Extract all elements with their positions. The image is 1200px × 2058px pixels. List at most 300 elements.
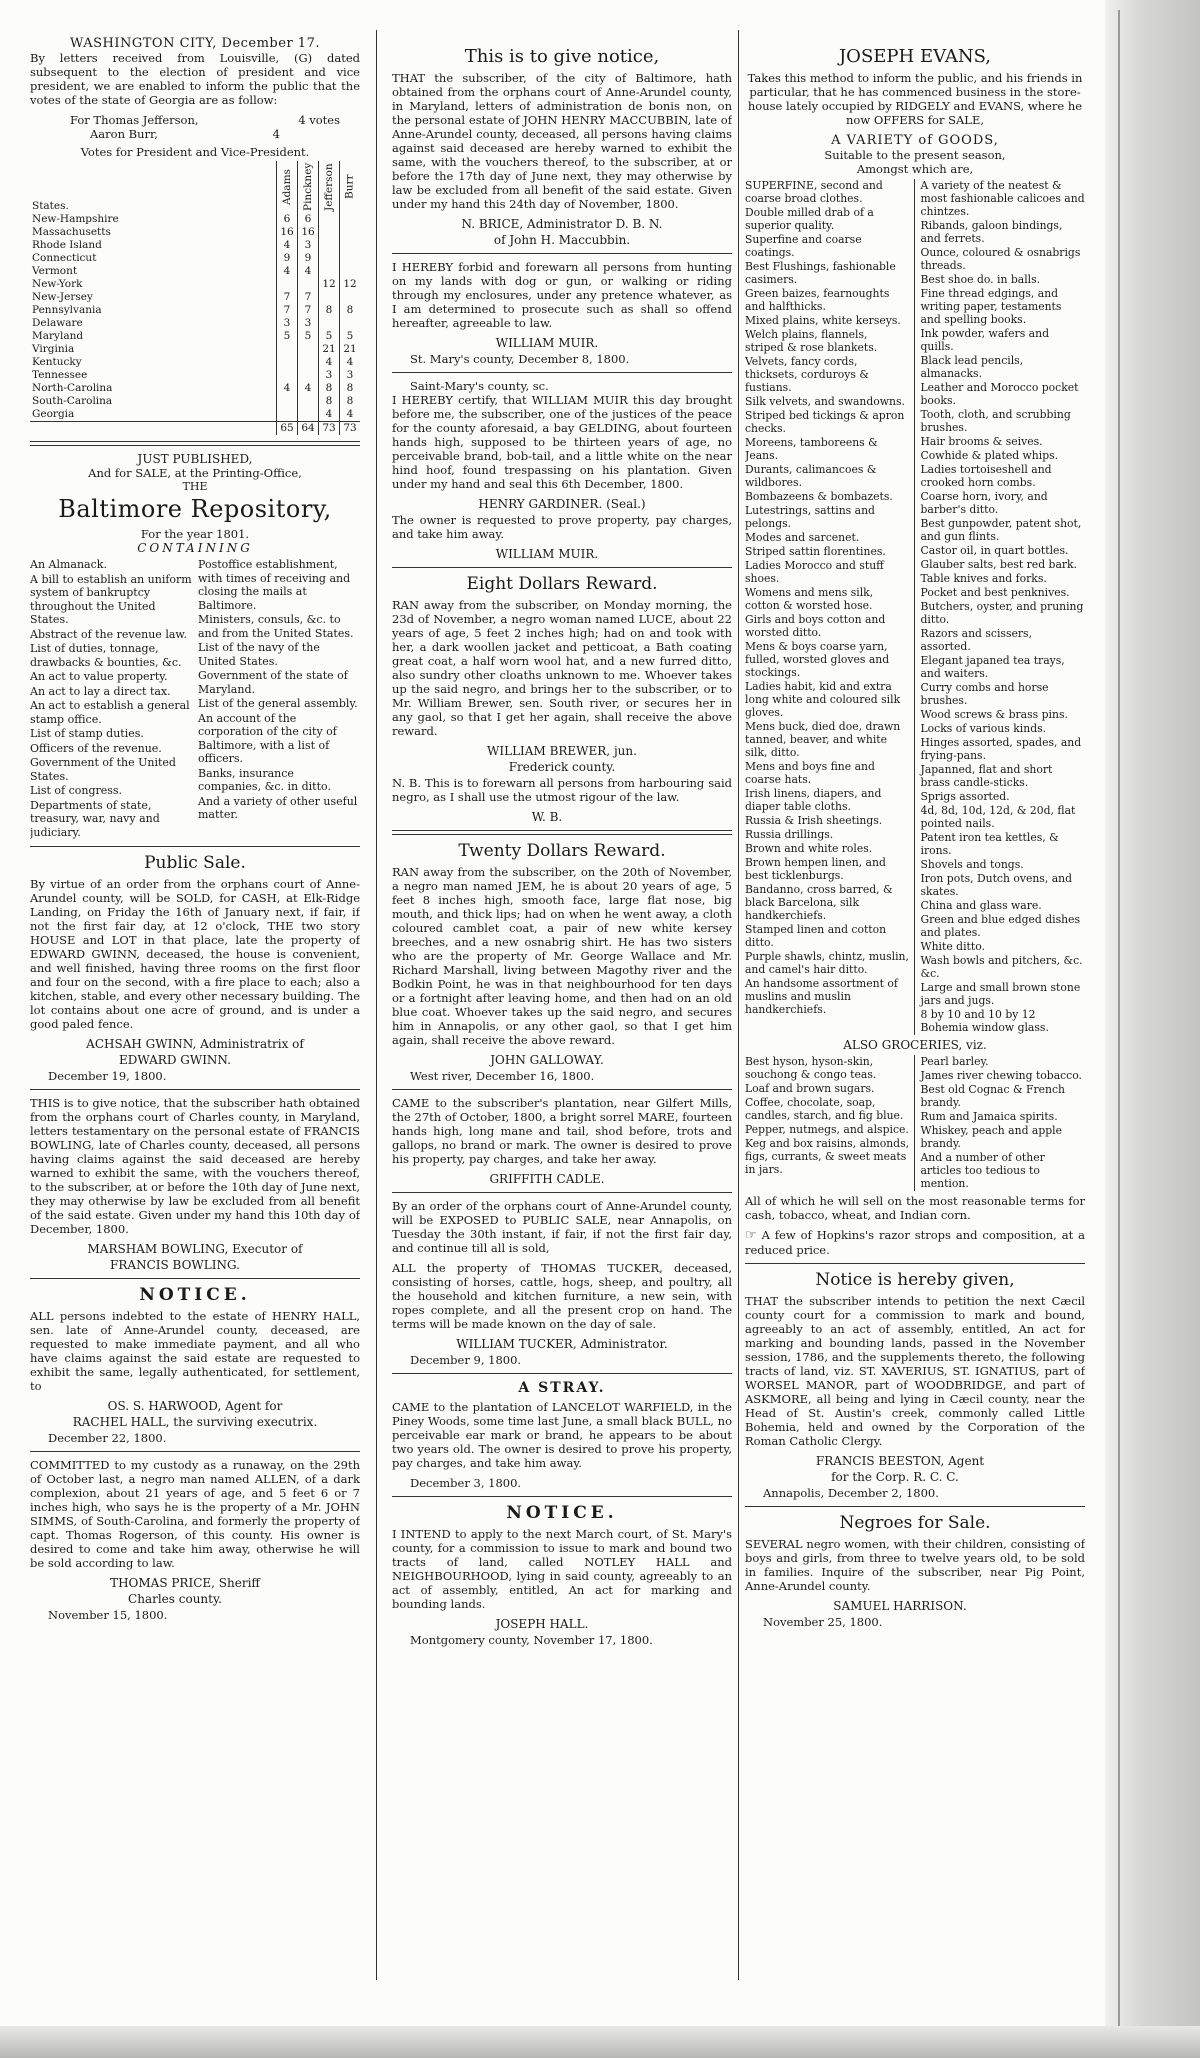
contents-item: Banks, insurance companies, &c. in ditto. xyxy=(198,766,331,793)
contents-item: List of stamp duties. xyxy=(30,727,144,740)
contents-item: And a variety of other useful matter. xyxy=(198,794,358,821)
ad-title: Notice is hereby given, xyxy=(815,1270,1015,1290)
contents-item: Abstract of the revenue law. xyxy=(30,627,187,641)
divider xyxy=(392,830,732,835)
vote-row xyxy=(30,226,360,239)
vote-cell: 4 xyxy=(319,408,340,422)
vote-cell: 9 xyxy=(298,252,319,265)
grocery-item: Pepper, nutmegs, and alspice. xyxy=(745,1123,909,1136)
goods-item: Black lead pencils, almanacks. xyxy=(920,354,1024,380)
vote-cell: 8 xyxy=(319,395,340,408)
goods-item: A variety of the neatest & most fashionable calicoes and chintzes. xyxy=(920,179,1085,218)
burr-label: Aaron Burr, xyxy=(90,127,158,141)
total-cell: 73 xyxy=(340,422,361,436)
column-rule xyxy=(738,30,739,1980)
signer: GRIFFITH CADLE. xyxy=(489,1172,605,1186)
signer: EDWARD GWINN. xyxy=(119,1053,231,1067)
vote-cell xyxy=(340,226,361,239)
state-cell: South-Carolina xyxy=(32,395,113,407)
goods-item: Womens and mens silk, cotton & worsted hose. xyxy=(745,586,874,612)
vote-cell: 12 xyxy=(340,278,361,291)
vote-cell: 21 xyxy=(340,343,361,356)
contents-item: An Almanack. xyxy=(30,558,107,571)
vote-cell xyxy=(340,239,361,252)
signer: JOHN GALLOWAY. xyxy=(490,1053,604,1067)
cadle-ad xyxy=(392,1096,732,1186)
repository-year: For the year 1801. xyxy=(140,527,250,541)
goods-item: Ounce, coloured & osnabrigs threads. xyxy=(920,246,1081,272)
gardiner-ad xyxy=(392,379,732,561)
contents-item: An act to establish a general stamp office. xyxy=(30,699,190,726)
vote-rows xyxy=(30,213,360,422)
pointing-hand-icon: ☞ xyxy=(745,1228,757,1243)
goods-item: Hinges assorted, spades, and frying-pans. xyxy=(920,736,1082,762)
vote-cell xyxy=(298,343,319,356)
contents-item: Government of the state of Maryland. xyxy=(198,669,348,696)
vote-cell: 7 xyxy=(277,304,298,317)
divider xyxy=(30,846,360,847)
divider xyxy=(30,1451,360,1452)
goods-item: Razors and scissers, assorted. xyxy=(920,627,1033,653)
vote-row xyxy=(30,343,360,356)
vote-cell xyxy=(319,291,340,304)
vote-row xyxy=(30,408,360,422)
vote-cell xyxy=(319,252,340,265)
election-article xyxy=(30,36,360,435)
signer: OS. S. HARWOOD, Agent for xyxy=(107,1399,283,1413)
ad-title: Public Sale. xyxy=(144,853,246,873)
state-cell: Delaware xyxy=(32,317,83,329)
groceries-right xyxy=(921,1055,1086,1191)
goods-item: Striped sattin florentines. xyxy=(745,545,886,558)
goods-item: Wash bowls and pitchers, &c. &c. xyxy=(920,954,1083,980)
divider xyxy=(30,1278,360,1279)
vote-cell: 4 xyxy=(340,408,361,422)
divider xyxy=(745,1263,1085,1264)
column-2 xyxy=(392,0,732,2058)
vote-cell: 8 xyxy=(340,382,361,395)
contents-item: An account of the corporation of the city of Baltimore, with a list of officers. xyxy=(198,711,337,765)
goods-item: Durants, calimancoes & wildbores. xyxy=(745,463,877,489)
divider xyxy=(30,441,360,446)
divider xyxy=(392,253,732,254)
goods-item: Green baizes, fearnoughts and halfthicks. xyxy=(745,287,890,313)
total-cell: 73 xyxy=(319,422,340,436)
vote-row xyxy=(30,330,360,343)
containing-label: CONTAINING xyxy=(137,541,253,555)
states-header: States. xyxy=(32,200,69,212)
ad-date: West river, December 16, 1800. xyxy=(410,1069,595,1083)
vote-cell: 4 xyxy=(277,239,298,252)
joseph-hall-notice xyxy=(392,1503,732,1647)
grocery-item: Whiskey, peach and apple brandy. xyxy=(920,1124,1063,1150)
goods-item: Tooth, cloth, and scrubbing brushes. xyxy=(920,408,1071,434)
signer: HENRY GARDINER. (Seal.) xyxy=(478,497,646,511)
ad-title: JOSEPH EVANS, xyxy=(838,46,992,67)
vote-cell: 5 xyxy=(340,330,361,343)
goods-item: Silk velvets, and swandowns. xyxy=(745,395,905,408)
ad-body: THAT the subscriber intends to petition the next Cæcil county court for a commission to mark and bound, agreeably to an act of assembly, entitled, An act for marking and bounding lands, passed in the November session, 1786, and the supplements thereto, the following tracts of land, viz. ST. XAVERIUS, ST. IGNATIUS, part of WORSEL MANOR, part of WOODBRIDGE, and part of ASKMORE, all being and lying in Cæcil county, near the Head of St. Austin's creek, commonly called Little Bohemia, held and owned by the Corporation of the Roman Catholic Clergy. xyxy=(745,1294,1085,1448)
vote-row xyxy=(30,291,360,304)
goods-item: Pocket and best penknives. xyxy=(920,586,1070,599)
vote-cell xyxy=(340,213,361,226)
state-cell: Vermont xyxy=(32,265,78,277)
divider xyxy=(392,372,732,373)
ad-title: NOTICE. xyxy=(506,1503,618,1523)
state-cell: New-York xyxy=(32,278,83,290)
divider xyxy=(30,1089,360,1090)
goods-item: Bombazeens & bombazets. xyxy=(745,490,893,503)
ad-title: A STRAY. xyxy=(518,1380,606,1396)
goods-item: Japanned, flat and short brass candle-sticks. xyxy=(920,763,1053,789)
ad-date: Montgomery county, November 17, 1800. xyxy=(410,1633,653,1647)
goods-item: Girls and boys cotton and worsted ditto. xyxy=(745,613,886,639)
vote-cell: 16 xyxy=(298,226,319,239)
vote-table xyxy=(30,161,360,435)
signer: Charles county. xyxy=(128,1592,222,1606)
ad-date: December 9, 1800. xyxy=(410,1353,522,1367)
goods-item: Ink powder, wafers and quills. xyxy=(920,327,1049,353)
vote-cell xyxy=(277,343,298,356)
goods-item: Lutestrings, sattins and pelongs. xyxy=(745,504,875,530)
state-cell: Connecticut xyxy=(32,252,97,264)
contents-item: Departments of state, treasury, war, navy and judiciary. xyxy=(30,798,160,839)
goods-item: Hair brooms & seives. xyxy=(920,435,1043,448)
column-1 xyxy=(30,0,360,2058)
col-header: Burr xyxy=(340,161,361,213)
vote-cell: 3 xyxy=(319,369,340,382)
signer: WILLIAM MUIR. xyxy=(495,336,599,350)
vote-cell xyxy=(277,408,298,422)
ad-title: NOTICE. xyxy=(139,1285,251,1305)
ad-title: Twenty Dollars Reward. xyxy=(458,841,666,861)
grocery-item: And a number of other articles too tedious to mention. xyxy=(920,1151,1045,1190)
ad-body: CAME to the plantation of LANCELOT WARFIELD, in the Piney Woods, some time last June, a small black BULL, no perceivable ear mark or brand, he appears to be about two years old. The owner is desired to prove his property, pay charges, and take him away. xyxy=(392,1400,732,1470)
goods-item: Table knives and forks. xyxy=(920,572,1047,585)
goods-item: Green and blue edged dishes and plates. xyxy=(920,913,1081,939)
vote-cell: 5 xyxy=(319,330,340,343)
vote-row xyxy=(30,213,360,226)
goods-item: Stamped linen and cotton ditto. xyxy=(745,923,887,949)
contents-item: An act to value property. xyxy=(30,670,168,683)
hopkins-text: A few of Hopkins's razor strops and composition, at a reduced price. xyxy=(745,1228,1085,1257)
signer: RACHEL HALL, the surviving executrix. xyxy=(72,1415,318,1429)
goods-item: Best shoe do. in balls. xyxy=(920,273,1041,286)
contents-item: Ministers, consuls, &c. to and from the United States. xyxy=(198,613,354,640)
ad-intro: By an order of the orphans court of Anne-Arundel county, will be EXPOSED to PUBLIC SALE, near Annapolis, on Tuesday the 30th instant, if fair, if not the first fair day, and continue till all is sold, xyxy=(392,1199,732,1255)
goods-item: Ladies Morocco and stuff shoes. xyxy=(745,559,884,585)
vote-cell: 16 xyxy=(277,226,298,239)
vote-table-title: Votes for President and Vice-President. xyxy=(80,145,310,159)
state-cell: Massachusetts xyxy=(32,226,111,238)
goods-item: Mixed plains, white kerseys. xyxy=(745,314,901,327)
goods-item: SUPERFINE, second and coarse broad clothes. xyxy=(745,179,883,205)
vote-cell xyxy=(340,317,361,330)
twenty-dollars-ad xyxy=(392,841,732,1083)
public-sale-ad xyxy=(30,853,360,1083)
state-cell: Rhode Island xyxy=(32,239,102,251)
grocery-item: Best hyson, hyson-skin, souchong & congo teas. xyxy=(745,1055,877,1081)
vote-cell xyxy=(298,395,319,408)
vote-row xyxy=(30,369,360,382)
goods-item: Large and small brown stone jars and jugs. xyxy=(920,981,1081,1007)
vote-cell xyxy=(277,278,298,291)
goods-item: Castor oil, in quart bottles. xyxy=(920,544,1069,557)
vote-row xyxy=(30,239,360,252)
goods-item: Irish linens, diapers, and diaper table cloths. xyxy=(745,787,882,813)
grocery-item: James river chewing tobacco. xyxy=(920,1069,1082,1082)
ad-note: N. B. This is to forewarn all persons from harbouring said negro, as I shall use the utmost rigour of the law. xyxy=(392,776,732,804)
vote-cell: 8 xyxy=(319,382,340,395)
hall-notice xyxy=(30,1285,360,1445)
goods-item: Mens & boys coarse yarn, fulled, worsted gloves and stockings. xyxy=(745,640,890,679)
ad-date: December 3, 1800. xyxy=(410,1476,522,1490)
goods-item: Velvets, fancy cords, thicksets, corduroys & fustians. xyxy=(745,355,869,394)
signer: for the Corp. R. C. C. xyxy=(831,1470,959,1484)
goods-item: Leather and Morocco pocket books. xyxy=(920,381,1079,407)
groceries-list xyxy=(745,1055,1085,1191)
ad-title: Negroes for Sale. xyxy=(839,1513,991,1533)
contents-item: List of the navy of the United States. xyxy=(198,641,320,668)
vote-cell: 8 xyxy=(340,395,361,408)
ad-date: December 19, 1800. xyxy=(48,1069,167,1083)
signer: WILLIAM BREWER, jun. xyxy=(487,744,637,758)
column-3 xyxy=(745,0,1085,2058)
burr-votes: 4 xyxy=(272,127,280,141)
page-edge-line xyxy=(1118,10,1120,2050)
jefferson-votes: 4 votes xyxy=(298,113,340,127)
ad-body: I HEREBY forbid and forewarn all persons from hunting on my lands with dog or gun, or walking or riding through my enclosures, under any pretence whatever, as I am determined to prosecute such as shall so offend hereafter, agreeable to law. xyxy=(392,260,732,330)
goods-item: Double milled drab of a superior quality. xyxy=(745,206,874,232)
goods-list xyxy=(745,179,1085,1035)
goods-item: 8 by 10 and 10 by 12 Bohemia window glass. xyxy=(920,1008,1049,1034)
contents-item: Postoffice establishment, with times of receiving and closing the mails at Baltimore. xyxy=(198,558,351,612)
goods-item: Glauber salts, best red bark. xyxy=(920,558,1078,571)
goods-item: Patent iron tea kettles, & irons. xyxy=(920,831,1059,857)
vote-cell: 12 xyxy=(319,278,340,291)
ad-body: I INTEND to apply to the next March court, of St. Mary's county, for a commission to issue to mark and bound two tracts of land, called NOTLEY HALL and NEIGHBOURHOOD, lying in said county, agreeably to an act of assembly, entitled, An act for marking and bounding lands. xyxy=(392,1527,732,1611)
grocery-item: Loaf and brown sugars. xyxy=(745,1082,875,1095)
vote-cell xyxy=(319,265,340,278)
divider xyxy=(392,1192,732,1193)
goods-item: Cowhide & plated whips. xyxy=(920,449,1059,462)
goods-item: An handsome assortment of muslins and muslin handkerchiefs. xyxy=(745,977,898,1016)
ad-date: St. Mary's county, December 8, 1800. xyxy=(410,352,630,366)
vote-cell xyxy=(298,369,319,382)
dateline: WASHINGTON CITY, December 17. xyxy=(70,36,320,51)
goods-item: Coarse horn, ivory, and barber's ditto. xyxy=(920,490,1048,516)
signer: FRANCIS BEESTON, Agent xyxy=(815,1454,985,1468)
vote-cell: 4 xyxy=(277,382,298,395)
goods-item: Russia & Irish sheetings. xyxy=(745,814,883,827)
closing-text: All of which he will sell on the most reasonable terms for cash, tobacco, wheat, and Indian corn. xyxy=(745,1194,1085,1222)
divider xyxy=(392,1496,732,1497)
the-label: THE xyxy=(182,480,208,493)
total-cell: 64 xyxy=(298,422,319,436)
vote-cell xyxy=(340,265,361,278)
ad-title: Eight Dollars Reward. xyxy=(466,574,658,594)
signer: WILLIAM MUIR. xyxy=(495,547,599,561)
goods-item: Mens buck, died doe, drawn tanned, beaver, and white silk, ditto. xyxy=(745,720,901,759)
goods-item: 4d, 8d, 10d, 12d, & 20d, flat pointed nails. xyxy=(920,804,1076,830)
state-cell: North-Carolina xyxy=(32,382,113,394)
goods-item: Curry combs and horse brushes. xyxy=(920,681,1049,707)
beeston-ad xyxy=(745,1270,1085,1500)
vote-row xyxy=(30,304,360,317)
goods-item: Modes and sarcenet. xyxy=(745,531,860,544)
vote-cell: 7 xyxy=(277,291,298,304)
vote-cell xyxy=(319,239,340,252)
variety-heading: A VARIETY of GOODS, xyxy=(831,133,999,148)
goods-item: Wood screws & brass pins. xyxy=(920,708,1068,721)
ad-body: THAT the subscriber, of the city of Baltimore, hath obtained from the orphans court of Anne-Arundel county, in Maryland, letters of administration de bonis non, on the personal estate of JOHN HENRY MACCUBBIN, late of Anne-Arundel county, deceased, all persons having claims against said deceased are hereby warned to exhibit the same, with the vouchers thereof, to the subscriber, at or before the 17th day of June next, they may otherwise by law be excluded from all benefit of the said estate. Given under my hand this 24th day of November, 1800. xyxy=(392,71,732,211)
contents-list xyxy=(30,558,360,840)
ad-body: RAN away from the subscriber, on Monday morning, the 23d of November, a negro woman named LUCE, about 22 years of age, 5 feet 2 inches high; had on and took with her, a dark woollen jacket and petticoat, a Bath coating great coat, a half worn wool hat, and a new furred ditto, also sundry other cloaths unknown to me. Whoever takes up the said negro, and brings her to the subscriber, or to Mr. William Brewer, sen. South river, or secures her in any gaol, so that I get her again, shall receive the above reward. xyxy=(392,598,732,738)
vote-cell: 8 xyxy=(340,304,361,317)
contents-item: List of congress. xyxy=(30,784,123,797)
ad-body: CAME to the subscriber's plantation, near Gilfert Mills, the 27th of October, 1800, a bright sorrel MARE, fourteen hands high, long mane and tail, shod before, trots and gallops, no brand or mark. The owner is desired to prove his property, pay charges, and take her away. xyxy=(392,1096,732,1166)
state-cell: Virginia xyxy=(32,343,75,355)
goods-item: Superfine and coarse coatings. xyxy=(745,233,862,259)
col-header: Pinckney xyxy=(298,161,319,213)
ad-body: The owner is requested to prove property, pay charges, and take him away. xyxy=(392,513,732,541)
state-cell: Maryland xyxy=(32,330,84,342)
vote-cell xyxy=(340,252,361,265)
goods-item: Locks of various kinds. xyxy=(920,722,1047,735)
ad-date: November 15, 1800. xyxy=(48,1608,168,1622)
grocery-item: Keg and box raisins, almonds, figs, currants, & sweet meats in jars. xyxy=(745,1137,910,1176)
goods-item: China and glass ware. xyxy=(920,899,1042,912)
signer: THOMAS PRICE, Sheriff xyxy=(110,1576,260,1590)
vote-cell xyxy=(277,369,298,382)
vote-cell xyxy=(319,213,340,226)
goods-item: Russia drillings. xyxy=(745,828,834,841)
vote-cell: 3 xyxy=(298,239,319,252)
evans-ad xyxy=(745,46,1085,1257)
state-cell: Pennsylvania xyxy=(32,304,102,316)
vote-cell: 5 xyxy=(298,330,319,343)
goods-item: White ditto. xyxy=(920,940,985,953)
total-cell: 65 xyxy=(277,422,298,436)
vote-cell xyxy=(298,278,319,291)
ad-body: By virtue of an order from the orphans court of Anne-Arundel county, will be SOLD, for CASH, at Elk-Ridge Landing, on Friday the 16th of January next, if fair, if not the first fair day, at 12 o'clock, THE two story HOUSE and LOT in that place, late the property of EDWARD GWINN, deceased, the house is convenient, and well finished, having three rooms on the first floor and four on the second, with a fire place to each; also a kitchen, stable, and every other necessary building. The lot contains about one acre of ground, and is under a good paled fence. xyxy=(30,877,360,1031)
contents-item: List of duties, tonnage, drawbacks & bounties, &c. xyxy=(30,642,182,669)
goods-item: Best gunpowder, patent shot, and gun flints. xyxy=(920,517,1082,543)
eight-dollars-ad xyxy=(392,574,732,824)
vote-cell: 5 xyxy=(277,330,298,343)
contents-item: A bill to establish an uniform system of bankruptcy throughout the United States. xyxy=(30,572,192,626)
vote-cell xyxy=(277,356,298,369)
goods-item: Butchers, oyster, and pruning ditto. xyxy=(920,600,1084,626)
vote-cell: 7 xyxy=(298,291,319,304)
negroes-ad xyxy=(745,1513,1085,1629)
ad-body: ALL the property of THOMAS TUCKER, deceased, consisting of horses, cattle, hogs, sheep, and poultry, all the household and kitchen furniture, a new sein, with ropes complete, and all the present crop on hand. The terms will be made known on the day of sale. xyxy=(392,1261,732,1331)
contents-item: Government of the United States. xyxy=(30,756,176,783)
vote-row xyxy=(30,395,360,408)
signer: JOSEPH HALL. xyxy=(495,1617,589,1631)
ad-place: Saint-Mary's county, sc. xyxy=(410,379,549,393)
jefferson-label: For Thomas Jefferson, xyxy=(70,113,199,127)
goods-item: Iron pots, Dutch ovens, and skates. xyxy=(920,872,1072,898)
vote-cell: 4 xyxy=(319,356,340,369)
vote-cell: 3 xyxy=(298,317,319,330)
groceries-heading: ALSO GROCERIES, viz. xyxy=(843,1038,987,1052)
goods-left xyxy=(745,179,915,1035)
goods-item: Elegant japaned tea trays, and waiters. xyxy=(920,654,1065,680)
vote-cell: 4 xyxy=(298,265,319,278)
vote-row xyxy=(30,317,360,330)
ad-intro: Takes this method to inform the public, and his friends in particular, that he has commenced business in the store-house lately occupied by RIDGELY and EVANS, where he now OFFERS for SALE, xyxy=(747,71,1083,127)
vote-cell: 4 xyxy=(340,356,361,369)
bowling-ad xyxy=(30,1096,360,1272)
divider xyxy=(392,567,732,568)
contents-item: An act to lay a direct tax. xyxy=(30,684,171,698)
vote-cell xyxy=(340,291,361,304)
vote-cell: 6 xyxy=(277,213,298,226)
state-cell: Tennessee xyxy=(32,369,88,381)
muir-ad xyxy=(392,260,732,366)
signer: N. BRICE, Administrator D. B. N. xyxy=(461,217,663,231)
state-cell: New-Jersey xyxy=(32,291,93,303)
divider xyxy=(392,1373,732,1374)
goods-item: Mens and boys fine and coarse hats. xyxy=(745,760,875,786)
ad-body: RAN away from the subscriber, on the 20th of November, a negro man named JEM, he is about 20 years of age, 5 feet 8 inches high, smooth face, large flat nose, big mouth, and thick lips; had on when he went away, a cloth coloured camblet coat, a pair of new white kersey breeches, and a new osnabrig shirt. He has two sisters who are the property of Mr. George Wallace and Mr. Richard Marshall, living between Magothy river and the Bodkin Point, he was in that neighbourhood for ten days or a fortnight after leaving home, and then had on an old blue coat. Whoever takes up the said negro, and secures him in Annapolis, or any other gaol, so that I get him again, shall receive the above reward. xyxy=(392,865,732,1047)
goods-right xyxy=(921,179,1086,1035)
goods-item: Best Flushings, fashionable casimers. xyxy=(745,260,896,286)
stray-ad xyxy=(392,1380,732,1490)
committed-ad xyxy=(30,1458,360,1622)
col-header: Adams xyxy=(277,161,298,213)
vote-row xyxy=(30,278,360,291)
goods-item: Moreens, tamboreens & Jeans. xyxy=(745,436,878,462)
goods-item: Brown hempen linen, and best ticklenburgs. xyxy=(745,856,886,882)
ad-date: November 25, 1800. xyxy=(763,1615,883,1629)
vote-cell: 9 xyxy=(277,252,298,265)
goods-item: Fine thread edgings, and writing paper, testaments and spelling books. xyxy=(920,287,1062,326)
ad-body: COMMITTED to my custody as a runaway, on the 29th of October last, a negro man named ALLEN, of a dark complexion, about 21 years of age, and 5 feet 6 or 7 inches high, who says he is the property of a Mr. JOHN SIMMS, of South-Carolina, and formerly the property of capt. Thomas Rogerson, of this county. His owner is desired to come and take him away, otherwise he will be sold according to law. xyxy=(30,1458,360,1570)
tucker-ad xyxy=(392,1199,732,1367)
grocery-item: Rum and Jamaica spirits. xyxy=(920,1110,1058,1123)
repository-title: Baltimore Repository, xyxy=(58,495,332,523)
election-intro: By letters received from Louisville, (G) dated subsequent to the election of president and vice president, we are enabled to inform the public that the votes of the state of Georgia are as follow: xyxy=(30,51,360,107)
ad-body: I HEREBY certify, that WILLIAM MUIR this day brought before me, the subscriber, one of the justices of the peace for the county aforesaid, a bay GELDING, about fourteen hands high, supposed to be thirteen years of age, no perceivable brand, bob-tail, and a little white on the near hind hoof, found trespassing on his plantation. Given under my hand and seal this 6th December, 1800. xyxy=(392,393,732,491)
vote-cell: 7 xyxy=(298,304,319,317)
grocery-item: Coffee, chocolate, soap, candles, starch, and fig blue. xyxy=(745,1096,904,1122)
vote-cell xyxy=(298,408,319,422)
goods-item: Purple shawls, chintz, muslin, and camel's hair ditto. xyxy=(745,950,909,976)
goods-item: Striped bed tickings & apron checks. xyxy=(745,409,905,435)
groceries-left xyxy=(745,1055,915,1191)
maccubbin-ad xyxy=(392,46,732,247)
vote-cell: 3 xyxy=(277,317,298,330)
signer: WILLIAM TUCKER, Administrator. xyxy=(456,1337,668,1351)
contents-item: List of the general assembly. xyxy=(198,697,358,710)
for-sale-line: And for SALE, at the Printing-Office, xyxy=(88,466,302,480)
grocery-item: Pearl barley. xyxy=(920,1055,989,1068)
vote-cell xyxy=(319,317,340,330)
state-cell: Georgia xyxy=(32,408,75,420)
goods-item: Shovels and tongs. xyxy=(920,858,1024,871)
among-line: Amongst which are, xyxy=(856,162,974,176)
goods-item: Welch plains, flannels, striped & rose blankets. xyxy=(745,328,878,354)
vote-cell: 6 xyxy=(298,213,319,226)
vote-cell xyxy=(319,226,340,239)
repository-ad xyxy=(30,452,360,840)
ad-title: This is to give notice, xyxy=(464,46,660,67)
column-rule xyxy=(376,30,377,1980)
divider xyxy=(745,1506,1085,1507)
state-cell: Kentucky xyxy=(32,356,82,368)
